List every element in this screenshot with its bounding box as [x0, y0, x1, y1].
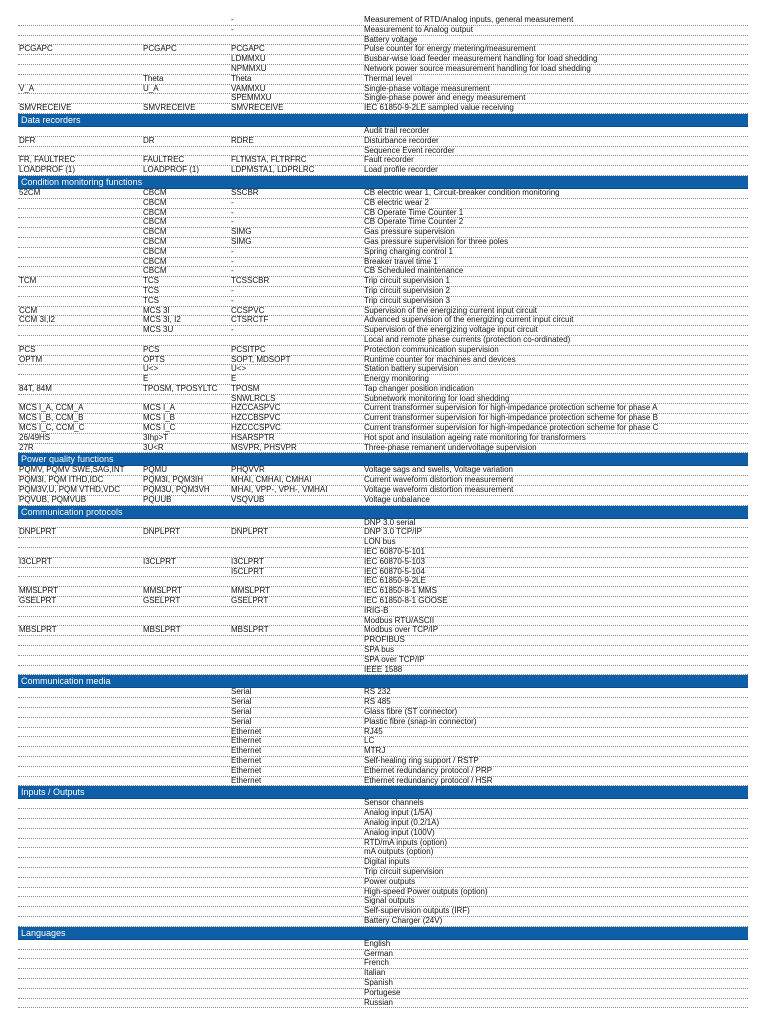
ansi-code-cell: LOADPROF (1) [19, 165, 76, 175]
iec-61850-code-cell: HZCCCSPVC [231, 423, 281, 433]
function-description-cell: CB electric wear 1, Circuit-breaker condition monitoring [364, 187, 560, 197]
iec-61850-code-cell: HZCCBSPVC [231, 413, 281, 423]
iec-61850-code-cell: CTSRCTF [231, 315, 269, 325]
iec-61617-code-cell: TCS [143, 285, 159, 295]
iec-61617-code-cell: LOADPROF (1) [143, 165, 200, 175]
function-description-cell: CB Operate Time Counter 1 [364, 207, 464, 217]
ansi-code-cell: 26/49HS [19, 432, 51, 442]
iec-61617-code-cell: CBCM [143, 217, 167, 227]
function-description-cell: Glass fibre (ST connector) [364, 707, 458, 716]
function-description-cell: CB electric wear 2 [364, 197, 429, 207]
function-description-cell: Protection communication supervision [364, 344, 499, 354]
table-row [18, 166, 748, 176]
iec-61617-code-cell: PQM3I, PQM3IH [143, 475, 204, 485]
iec-61617-code-cell: CBCM [143, 207, 167, 217]
iec-61850-code-cell: HZCCASPVC [231, 403, 281, 413]
function-description-cell: RS 232 [364, 687, 391, 697]
function-description-cell: RTD/mA inputs (option) [364, 837, 447, 847]
iec-61850-code-cell: I5CLPRT [231, 566, 264, 576]
iec-61617-code-cell: TCS [143, 276, 159, 286]
function-description-cell: Pulse counter for energy metering/measurement [364, 44, 536, 54]
iec-61617-code-cell: FAULTREC [143, 155, 185, 165]
section-title: Languages [21, 927, 66, 938]
iec-61850-code-cell: MBSLPRT [231, 625, 269, 635]
function-description-cell: Load profile recorder [364, 165, 438, 175]
section-title: Inputs / Outputs [21, 787, 85, 798]
function-description-cell: Ethernet redundancy protocol / HSR [364, 775, 493, 785]
function-description-cell: Self-healing ring support / RSTP [364, 755, 479, 765]
ansi-code-cell: FR, FAULTREC [19, 155, 76, 165]
table-row [18, 718, 748, 728]
iec-61850-code-cell: - [231, 207, 234, 217]
ansi-code-cell: 27R [19, 442, 34, 452]
iec-61850-code-cell: Serial [231, 687, 252, 697]
function-description-cell: Local and remote phase currents (protection co-ordinated) [364, 334, 571, 344]
function-description-cell: Energy monitoring [364, 374, 429, 384]
function-description-cell: SPA bus [364, 645, 395, 655]
iec-61850-code-cell: Ethernet [231, 746, 262, 756]
iec-61617-code-cell: DNPLPRT [143, 527, 181, 537]
iec-61617-code-cell: MCS 3I, I2 [143, 315, 181, 325]
iec-61850-code-cell: CCSPVC [231, 305, 265, 315]
ansi-code-cell: OPTM [19, 354, 43, 364]
function-description-cell: Spring charging control 1 [364, 246, 453, 256]
function-description-cell: Voltage waveform distortion measurement [364, 485, 514, 495]
function-description-cell: Tap changer position indication [364, 383, 474, 393]
iec-61850-code-cell: - [231, 217, 234, 227]
table-row [18, 728, 748, 738]
ansi-code-cell: PQMV, PQMV SWE,SAG,INT [19, 465, 125, 475]
iec-61617-code-cell: GSELPRT [143, 596, 181, 606]
function-description-cell: IEC 61850-8-1 GOOSE [364, 596, 448, 606]
function-description-cell: SPA over TCP/IP [364, 654, 425, 664]
iec-61850-code-cell: SIMG [231, 227, 252, 237]
iec-61850-code-cell: SOPT, MDSOPT [231, 354, 291, 364]
function-description-cell: Portugese [364, 987, 401, 997]
iec-61850-code-cell: - [231, 295, 234, 305]
function-description-cell: Single-phase voltage measurement [364, 83, 490, 93]
function-description-cell: Busbar-wise load feeder measurement handling for load shedding [364, 54, 598, 64]
function-description-cell: Current transformer supervision for high-impedance protection scheme for phase A [364, 403, 658, 413]
ansi-code-cell: MMSLPRT [19, 586, 58, 596]
function-description-cell: Trip circuit supervision 3 [364, 295, 450, 305]
function-description-cell: Plastic fibre (snap-in connector) [364, 716, 477, 726]
ansi-code-cell: I3CLPRT [19, 556, 52, 566]
ansi-code-cell: GSELPRT [19, 596, 57, 606]
iec-61617-code-cell: PQM3U, PQM3VH [143, 485, 210, 495]
section-title: Communication media [21, 676, 111, 687]
function-description-cell: Advanced supervision of the energizing current input circuit [364, 315, 574, 325]
iec-61617-code-cell: MMSLPRT [143, 586, 182, 596]
function-description-cell: Battery Charger (24V) [364, 915, 443, 925]
iec-61850-code-cell: NPMMXU [231, 63, 267, 73]
function-description-cell: Runtime counter for machines and devices [364, 354, 516, 364]
function-description-cell: Three-phase remanent undervoltage supervision [364, 442, 537, 452]
ansi-code-cell: PQVUB, PQMVUB [19, 494, 87, 504]
function-description-cell: Measurement to Analog output [364, 24, 473, 34]
iec-61617-code-cell: CBCM [143, 256, 167, 266]
table-row [18, 666, 748, 676]
iec-61617-code-cell: CBCM [143, 197, 167, 207]
iec-61850-code-cell: RDRE [231, 135, 254, 145]
function-description-cell: IEC 61850-9-2LE [364, 576, 426, 586]
function-description-cell: Voltage unbalance [364, 494, 430, 504]
iec-61617-code-cell: CBCM [143, 227, 167, 237]
function-description-cell: Russian [364, 997, 393, 1007]
iec-61617-code-cell: MCS I_A [143, 403, 176, 413]
iec-61850-code-cell: - [231, 266, 234, 276]
function-description-cell: Trip circuit supervision 1 [364, 276, 450, 286]
function-description-cell: IEEE 1588 [364, 664, 403, 674]
iec-61850-code-cell: - [231, 285, 234, 295]
function-description-cell: Measurement of RTD/Analog inputs, general measurement [364, 15, 574, 24]
function-description-cell: Analog input (1/5A) [364, 808, 433, 818]
iec-61850-code-cell: Ethernet [231, 726, 262, 736]
ansi-code-cell: V_A [19, 83, 35, 93]
function-description-cell: Sequence Event recorder [364, 145, 455, 155]
function-description-cell: Current transformer supervision for high-impedance protection scheme for phase B [364, 413, 658, 423]
iec-61617-code-cell: E [143, 374, 149, 384]
iec-61850-code-cell: Ethernet [231, 755, 262, 765]
iec-61850-code-cell: TCSSCBR [231, 276, 270, 286]
function-description-cell: MTRJ [364, 746, 386, 756]
function-description-cell: Analog input (0.2/1A) [364, 817, 440, 827]
ansi-code-cell: MCS I_B, CCM_B [19, 413, 84, 423]
ansi-code-cell: MCS I_A, CCM_A [19, 403, 84, 413]
iec-61617-code-cell: U_A [143, 83, 159, 93]
function-description-cell: Modbus over TCP/IP [364, 625, 439, 635]
iec-61617-code-cell: Theta [143, 73, 164, 83]
function-table [18, 16, 748, 1008]
iec-61617-code-cell: MBSLPRT [143, 625, 181, 635]
function-description-cell: Thermal level [364, 73, 413, 83]
function-description-cell: IEC 61850-8-1 MMS [364, 586, 437, 596]
ansi-code-cell: PQM3V,U, PQM VTHD,VDC [19, 485, 121, 495]
function-description-cell: Battery voltage [364, 34, 418, 44]
section-title: Communication protocols [21, 506, 123, 517]
iec-61850-code-cell: Serial [231, 697, 252, 707]
iec-61617-code-cell: CBCM [143, 266, 167, 276]
iec-61850-code-cell: GSELPRT [231, 596, 269, 606]
iec-61850-code-cell: MMSLPRT [231, 586, 270, 596]
ansi-code-cell: MBSLPRT [19, 625, 57, 635]
iec-61617-code-cell: MCS 3I [143, 305, 170, 315]
iec-61850-code-cell: Ethernet [231, 775, 262, 785]
function-description-cell: High-speed Power outputs (option) [364, 886, 488, 896]
iec-61850-code-cell: SMVRECEIVE [231, 103, 284, 113]
iec-61850-code-cell: - [231, 325, 234, 335]
function-description-cell: Modbus RTU/ASCII [364, 615, 435, 625]
iec-61850-code-cell: - [231, 256, 234, 266]
function-description-cell: Network power source measurement handling for load shedding [364, 63, 591, 73]
ansi-code-cell: DNPLPRT [19, 527, 57, 537]
function-description-cell: Audit trail recorder [364, 125, 430, 135]
iec-61850-code-cell: SIMG [231, 236, 252, 246]
iec-61850-code-cell: Serial [231, 707, 252, 716]
table-row [18, 104, 748, 114]
iec-61617-code-cell: U<> [143, 364, 159, 374]
function-description-cell: Supervision of the energizing voltage input circuit [364, 325, 538, 335]
function-description-cell: Digital inputs [364, 857, 410, 867]
function-description-cell: Analog input (100V) [364, 827, 435, 837]
iec-61850-code-cell: Ethernet [231, 765, 262, 775]
table-row [18, 999, 748, 1009]
ansi-code-cell: CCM 3I,I2 [19, 315, 56, 325]
ansi-code-cell: PQM3I, PQM ITHD,IDC [19, 475, 104, 485]
function-description-cell: Spanish [364, 977, 393, 987]
function-description-cell: Disturbance recorder [364, 135, 439, 145]
iec-61850-code-cell: MHAI, CMHAI, CMHAI [231, 475, 312, 485]
iec-61850-code-cell: SSCBR [231, 187, 259, 197]
iec-61850-code-cell: Serial [231, 716, 252, 726]
function-description-cell: IEC 60870-5-101 [364, 547, 425, 557]
function-description-cell: French [364, 958, 389, 968]
function-description-cell: German [364, 948, 393, 958]
iec-61850-code-cell: U<> [231, 364, 247, 374]
function-description-cell: Current waveform distortion measurement [364, 475, 514, 485]
function-description-cell: Breaker travel time 1 [364, 256, 438, 266]
iec-61850-code-cell: LDPMSTA1, LDPRLRC [231, 165, 315, 175]
function-description-cell: Sensor channels [364, 798, 424, 808]
function-description-cell: Subnetwork monitoring for load shedding [364, 393, 510, 403]
ansi-code-cell: DFR [19, 135, 36, 145]
iec-61617-code-cell: CBCM [143, 187, 167, 197]
iec-61617-code-cell: CBCM [143, 236, 167, 246]
iec-61850-code-cell: I3CLPRT [231, 556, 264, 566]
function-description-cell: RS 485 [364, 697, 391, 707]
ansi-code-cell: PCS [19, 344, 36, 354]
function-description-cell: DNP 3.0 TCP/IP [364, 527, 422, 537]
section-title: Condition monitoring functions [21, 176, 143, 187]
function-description-cell: Hot spot and insulation ageing rate monitoring for transformers [364, 432, 586, 442]
iec-61850-code-cell: TPOSM [231, 383, 260, 393]
iec-61850-code-cell: - [231, 15, 234, 24]
function-description-cell: LON bus [364, 537, 396, 547]
iec-61850-code-cell: PCGAPC [231, 44, 265, 54]
iec-61850-code-cell: LDMMXU [231, 54, 266, 64]
iec-61617-code-cell: MCS I_C [143, 423, 176, 433]
function-description-cell: CB Operate Time Counter 2 [364, 217, 464, 227]
iec-61617-code-cell: PQUUB [143, 494, 172, 504]
iec-61617-code-cell: TCS [143, 295, 159, 305]
iec-61617-code-cell: 3Ihp>T [143, 432, 169, 442]
iec-61850-code-cell: SPEMMXU [231, 93, 272, 103]
function-description-cell: Gas pressure supervision for three poles [364, 236, 509, 246]
iec-61850-code-cell: Ethernet [231, 736, 262, 746]
iec-61617-code-cell: OPTS [143, 354, 165, 364]
iec-61617-code-cell: PCGAPC [143, 44, 177, 54]
iec-61850-code-cell: PCSITPC [231, 344, 266, 354]
iec-61617-code-cell: MCS 3U [143, 325, 174, 335]
ansi-code-cell: TCM [19, 276, 37, 286]
function-description-cell: PROFIBUS [364, 635, 405, 645]
function-description-cell: DNP 3.0 serial [364, 517, 416, 527]
function-description-cell: Single-phase power and enegy measurement [364, 93, 526, 103]
table-row [18, 917, 748, 927]
table-row [18, 496, 748, 506]
function-description-cell: Italian [364, 968, 386, 978]
section-title: Power quality functions [21, 454, 114, 465]
iec-61617-code-cell: TPOSM, TPOSYLTC [143, 383, 218, 393]
iec-61617-code-cell: SMVRECEIVE [143, 103, 196, 113]
iec-61617-code-cell: PCS [143, 344, 160, 354]
table-row [18, 444, 748, 454]
function-description-cell: IEC 61850-9-2LE sampled value receiving [364, 103, 514, 113]
iec-61617-code-cell: DR [143, 135, 155, 145]
ansi-code-cell: SMVRECEIVE [19, 103, 72, 113]
function-description-cell: Self-supervision outputs (IRF) [364, 906, 470, 916]
iec-61617-code-cell: 3U<R [143, 442, 164, 452]
function-description-cell: Trip circuit supervision [364, 866, 444, 876]
function-description-cell: Voltage sags and swells, Voltage variation [364, 465, 513, 475]
function-description-cell: Signal outputs [364, 896, 415, 906]
ansi-code-cell: 84T, 84M [19, 383, 52, 393]
iec-61617-code-cell: I3CLPRT [143, 556, 176, 566]
iec-61850-code-cell: VSQVUB [231, 494, 265, 504]
ansi-code-cell: CCM [19, 305, 38, 315]
iec-61850-code-cell: PHQVVR [231, 465, 265, 475]
function-description-cell: Fault recorder [364, 155, 414, 165]
ansi-code-cell: MCS I_C, CCM_C [19, 423, 85, 433]
function-description-cell: Supervision of the energizing current input circuit [364, 305, 537, 315]
section-title: Data recorders [21, 114, 81, 125]
iec-61850-code-cell: MSVPR, PHSVPR [231, 442, 297, 452]
ansi-code-cell: 52CM [19, 187, 41, 197]
iec-61617-code-cell: CBCM [143, 246, 167, 256]
function-description-cell: Ethernet redundancy protocol / PRP [364, 765, 493, 775]
iec-61617-code-cell: MCS I_B [143, 413, 176, 423]
iec-61850-code-cell: E [231, 374, 237, 384]
iec-61850-code-cell: VAMMXU [231, 83, 266, 93]
function-description-cell: mA outputs (option) [364, 847, 434, 857]
iec-61850-code-cell: MHAI, VPP-, VPH-, VMHAI [231, 485, 328, 495]
function-description-cell: English [364, 938, 391, 948]
table-row [18, 777, 748, 787]
function-description-cell: IEC 60870-5-103 [364, 556, 425, 566]
iec-61850-code-cell: HSARSPTR [231, 432, 275, 442]
function-description-cell: LC [364, 736, 375, 746]
iec-61850-code-cell: DNPLPRT [231, 527, 269, 537]
function-description-cell: CB Scheduled maintenance [364, 266, 464, 276]
function-description-cell: Current transformer supervision for high-impedance protection scheme for phase C [364, 423, 659, 433]
iec-61617-code-cell: PQMU [143, 465, 167, 475]
function-description-cell: Trip circuit supervision 2 [364, 285, 450, 295]
function-description-cell: Gas pressure supervision [364, 227, 455, 237]
function-description-cell: Power outputs [364, 876, 416, 886]
iec-61850-code-cell: SNWLRCLS [231, 393, 276, 403]
ansi-code-cell: PCGAPC [19, 44, 53, 54]
iec-61850-code-cell: FLTMSTA, FLTRFRC [231, 155, 307, 165]
function-description-cell: IEC 60870-5-104 [364, 566, 425, 576]
function-description-cell: IRIG-B [364, 605, 389, 615]
function-description-cell: Station battery supervision [364, 364, 459, 374]
function-description-cell: RJ45 [364, 726, 383, 736]
iec-61850-code-cell: - [231, 24, 234, 34]
iec-61850-code-cell: - [231, 246, 234, 256]
iec-61850-code-cell: - [231, 197, 234, 207]
iec-61850-code-cell: Theta [231, 73, 252, 83]
